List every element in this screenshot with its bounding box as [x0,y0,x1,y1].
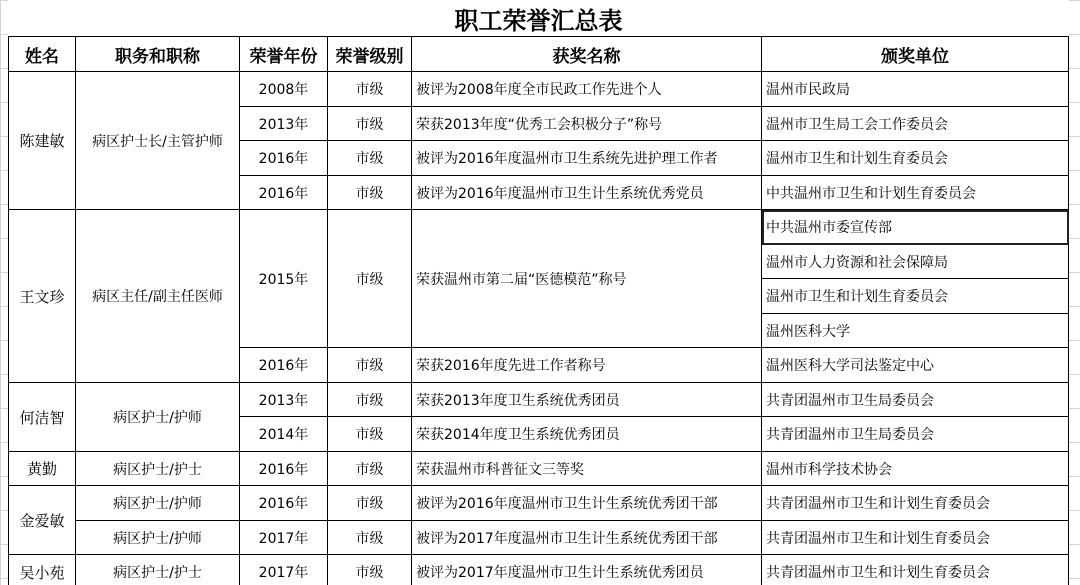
cell-name[interactable]: 陈建敏 [9,72,76,210]
cell-year[interactable]: 2015年 [240,210,328,348]
cell-issuer[interactable]: 共青团温州市卫生局委员会 [762,417,1069,452]
cell-level[interactable]: 市级 [328,348,412,383]
cell-level[interactable]: 市级 [328,72,412,107]
cell-level[interactable]: 市级 [328,107,412,141]
cell-issuer[interactable]: 温州医科大学 [762,314,1069,348]
header-name[interactable]: 姓名 [9,37,76,72]
cell-position[interactable]: 病区护士/护士 [76,555,240,585]
honor-table [8,0,1069,585]
cell-level[interactable]: 市级 [328,521,412,555]
cell-year[interactable]: 2016年 [240,348,328,383]
table-title: 职工荣誉汇总表 [454,5,623,35]
cell-name[interactable]: 王文珍 [9,210,76,383]
header-award[interactable]: 获奖名称 [412,37,762,72]
cell-level[interactable]: 市级 [328,417,412,452]
cell-year[interactable]: 2016年 [240,176,328,210]
cell-issuer[interactable]: 共青团温州市卫生和计划生育委员会 [762,521,1069,555]
cell-level[interactable]: 市级 [328,452,412,486]
cell-level[interactable]: 市级 [328,486,412,521]
cell-issuer[interactable]: 温州市卫生和计划生育委员会 [762,141,1069,176]
cell-award[interactable]: 荣获温州市第二届“医德模范”称号 [412,210,762,348]
cell-issuer[interactable]: 共青团温州市卫生和计划生育委员会 [762,486,1069,521]
header-issuer[interactable]: 颁奖单位 [762,37,1069,72]
cell-position[interactable]: 病区护士长/主管护师 [76,72,240,210]
cell-name[interactable]: 金爱敏 [9,486,76,555]
header-position[interactable]: 职务和职称 [76,37,240,72]
cell-issuer[interactable]: 温州市卫生和计划生育委员会 [762,279,1069,314]
cell-issuer[interactable]: 温州市人力资源和社会保障局 [762,245,1069,279]
cell-year[interactable]: 2017年 [240,521,328,555]
cell-issuer[interactable]: 中共温州市卫生和计划生育委员会 [762,176,1069,210]
cell-year[interactable]: 2013年 [240,383,328,417]
cell-name[interactable]: 何洁智 [9,383,76,452]
cell-award[interactable]: 被评为2008年度全市民政工作先进个人 [412,72,762,107]
cell-position[interactable]: 病区护士/护师 [76,521,240,555]
cell-year[interactable]: 2013年 [240,107,328,141]
cell-award[interactable]: 被评为2016年度温州市卫生系统先进护理工作者 [412,141,762,176]
cell-issuer[interactable]: 温州市科学技术协会 [762,452,1069,486]
cell-year[interactable]: 2017年 [240,555,328,585]
cell-position[interactable]: 病区护士/护士 [76,452,240,486]
cell-award[interactable]: 荣获温州市科普征文三等奖 [412,452,762,486]
cell-award[interactable]: 被评为2017年度温州市卫生计生系统优秀团员 [412,555,762,585]
cell-year[interactable]: 2008年 [240,72,328,107]
header-year[interactable]: 荣誉年份 [240,37,328,72]
cell-award[interactable]: 荣获2014年度卫生系统优秀团员 [412,417,762,452]
cell-level[interactable]: 市级 [328,176,412,210]
cell-award[interactable]: 荣获2013年度卫生系统优秀团员 [412,383,762,417]
cell-name[interactable]: 黄勤 [9,452,76,486]
cell-issuer[interactable]: 共青团温州市卫生局委员会 [762,383,1069,417]
cell-award[interactable]: 被评为2016年度温州市卫生计生系统优秀党员 [412,176,762,210]
cell-year[interactable]: 2016年 [240,141,328,176]
cell-level[interactable]: 市级 [328,210,412,348]
cell-year[interactable]: 2016年 [240,452,328,486]
cell-level[interactable]: 市级 [328,141,412,176]
cell-issuer-selected[interactable]: 中共温州市委宣传部 [762,210,1069,245]
cell-award[interactable]: 荣获2016年度先进工作者称号 [412,348,762,383]
cell-issuer[interactable]: 共青团温州市卫生和计划生育委员会 [762,555,1069,585]
cell-issuer[interactable]: 温州市民政局 [762,72,1069,107]
cell-award[interactable]: 被评为2017年度温州市卫生计生系统优秀团干部 [412,521,762,555]
cell-position[interactable]: 病区护士/护师 [76,486,240,521]
cell-position[interactable]: 病区护士/护师 [76,383,240,452]
cell-year[interactable]: 2016年 [240,486,328,521]
cell-position[interactable]: 病区主任/副主任医师 [76,210,240,383]
cell-issuer[interactable]: 温州市卫生局工会工作委员会 [762,107,1069,141]
cell-award[interactable]: 被评为2016年度温州市卫生计生系统优秀团干部 [412,486,762,521]
cell-issuer[interactable]: 温州医科大学司法鉴定中心 [762,348,1069,383]
cell-year[interactable]: 2014年 [240,417,328,452]
header-level[interactable]: 荣誉级别 [328,37,412,72]
cell-name[interactable]: 吴小苑 [9,555,76,585]
cell-level[interactable]: 市级 [328,555,412,585]
cell-level[interactable]: 市级 [328,383,412,417]
cell-award[interactable]: 荣获2013年度“优秀工会积极分子”称号 [412,107,762,141]
